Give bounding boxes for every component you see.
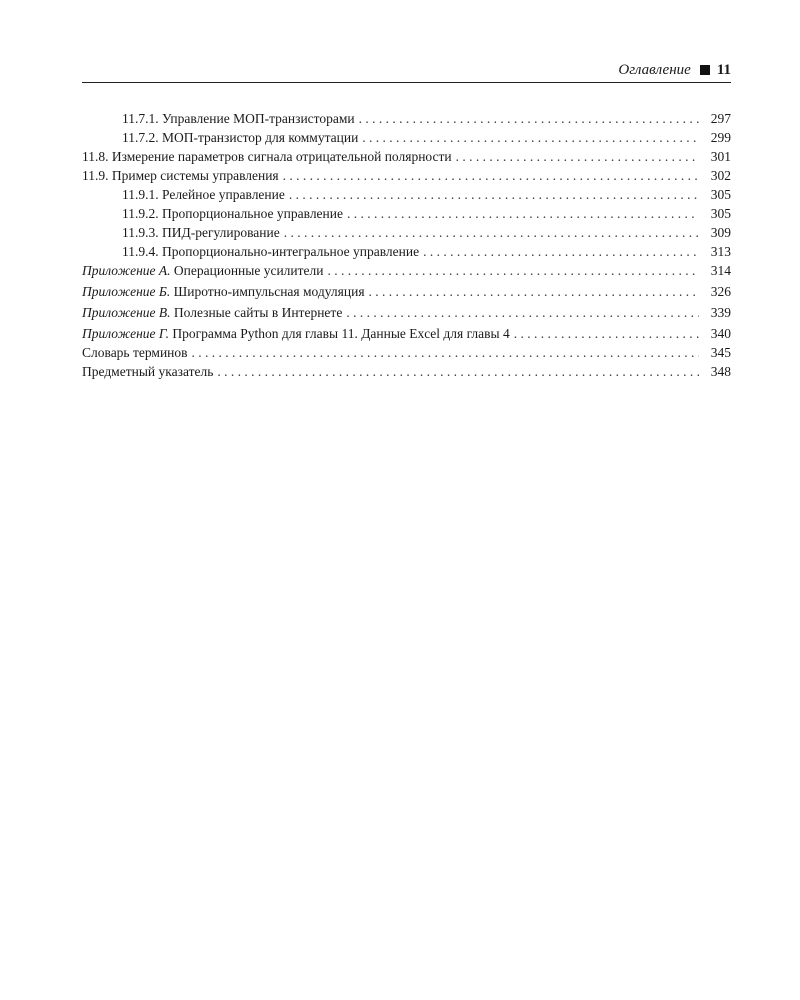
- toc-entry-page: 302: [710, 168, 731, 183]
- toc-entry[interactable]: [82, 223, 731, 242]
- toc-entry-page: 326: [710, 284, 731, 299]
- toc-entry[interactable]: [82, 343, 731, 362]
- toc-entry[interactable]: [82, 166, 731, 185]
- toc-entry-page: 348: [710, 364, 731, 379]
- toc-entry-page: 339: [710, 305, 731, 320]
- toc-entry-page: 314: [710, 263, 731, 278]
- toc-entry-title: 11.9.4. Пропорционально-интегральное управление: [122, 244, 420, 259]
- dot-leader: [346, 303, 699, 322]
- toc-entry[interactable]: [82, 147, 731, 166]
- toc-appendix-entry[interactable]: [82, 324, 731, 343]
- toc-appendix-entry[interactable]: [82, 261, 731, 280]
- toc-entry-title: Словарь терминов: [82, 345, 188, 360]
- dot-leader: [284, 223, 699, 242]
- running-header: [82, 58, 731, 83]
- dot-leader: [362, 128, 699, 147]
- square-bullet-icon: [700, 65, 710, 75]
- dot-leader: [359, 109, 699, 128]
- dot-leader: [289, 185, 699, 204]
- toc-entry-title: [82, 303, 342, 322]
- toc-entry-title: Предметный указатель: [82, 364, 214, 379]
- header-section-title: Оглавление: [618, 61, 691, 78]
- appendix-title: Программа Python для главы 11. Данные Excel для главы 4: [172, 326, 510, 341]
- dot-leader: [347, 204, 699, 223]
- toc-appendix-entry[interactable]: [82, 303, 731, 322]
- toc-entry[interactable]: [82, 109, 731, 128]
- toc-entry-page: 305: [710, 206, 731, 221]
- toc-entry-title: [82, 261, 323, 280]
- appendix-title: Полезные сайты в Интернете: [173, 305, 343, 320]
- toc-entry-page: 340: [710, 326, 731, 341]
- dot-leader: [327, 261, 699, 280]
- toc-entry-title: 11.7.2. МОП-транзистор для коммутации: [122, 130, 359, 145]
- page-number: 11: [716, 61, 731, 78]
- appendix-prefix: Приложение В.: [82, 305, 171, 320]
- toc-entry-title: 11.8. Измерение параметров сигнала отрицательной полярности: [82, 149, 452, 164]
- toc-entry[interactable]: [82, 185, 731, 204]
- appendix-title: Операционные усилители: [173, 263, 324, 278]
- dot-leader: [192, 343, 699, 362]
- toc-entry-title: [82, 282, 365, 301]
- dot-leader: [283, 166, 699, 185]
- dot-leader: [423, 242, 699, 261]
- toc-entry-title: 11.9.3. ПИД-регулирование: [122, 225, 280, 240]
- toc-entry[interactable]: [82, 204, 731, 223]
- toc-entry-page: 301: [710, 149, 731, 164]
- appendix-prefix: Приложение А.: [82, 263, 171, 278]
- dot-leader: [217, 362, 699, 381]
- dot-leader: [456, 147, 699, 166]
- toc-entry-page: 297: [710, 111, 731, 126]
- toc-entry-page: 299: [710, 130, 731, 145]
- toc-appendix-entry[interactable]: [82, 282, 731, 301]
- dot-leader: [369, 282, 699, 301]
- toc-entry-page: 313: [710, 244, 731, 259]
- appendix-title: Широтно-импульсная модуляция: [173, 284, 365, 299]
- toc-entry-page: 345: [710, 345, 731, 360]
- toc-entry[interactable]: [82, 242, 731, 261]
- toc-entry[interactable]: [82, 362, 731, 381]
- toc-entry-page: 309: [710, 225, 731, 240]
- table-of-contents: [82, 109, 731, 381]
- toc-entry-title: 11.9.2. Пропорциональное управление: [122, 206, 343, 221]
- appendix-prefix: Приложение Г.: [82, 326, 169, 341]
- toc-entry-title: 11.7.1. Управление МОП-транзисторами: [122, 111, 355, 126]
- dot-leader: [514, 324, 699, 343]
- toc-entry-title: 11.9. Пример системы управления: [82, 168, 279, 183]
- toc-entry-title: 11.9.1. Релейное управление: [122, 187, 285, 202]
- toc-entry-page: 305: [710, 187, 731, 202]
- toc-entry-title: [82, 324, 510, 343]
- appendix-prefix: Приложение Б.: [82, 284, 171, 299]
- toc-entry[interactable]: [82, 128, 731, 147]
